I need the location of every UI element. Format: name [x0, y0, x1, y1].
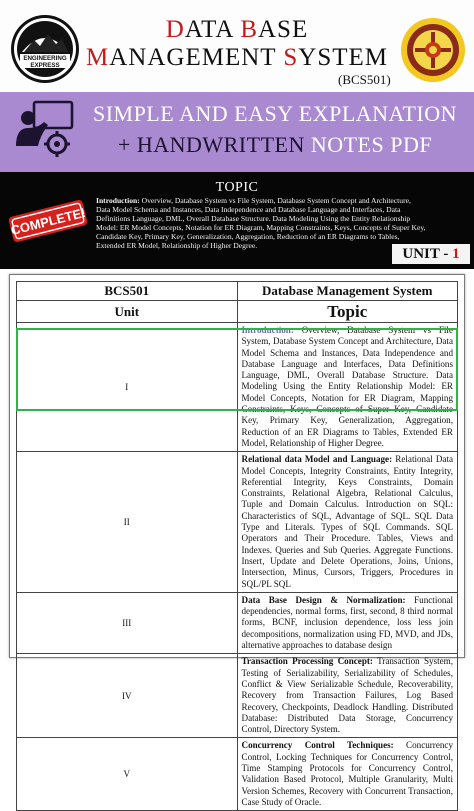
course-code-text: BCS501 — [104, 283, 150, 298]
topic-cell — [237, 592, 458, 653]
banner-headline: SIMPLE AND EASY EXPLANATION — [92, 101, 458, 126]
unit-number-cell: I — [17, 323, 238, 452]
course-code: (BCS501) — [338, 72, 391, 87]
topic-label: Introduction: — [241, 325, 294, 335]
logo-text-line2: EXPRESS — [30, 62, 60, 69]
topic-text: Transaction System, Testing of Serializability, Serializability of Schedules, Conflict & View Serializable Schedule, Recoverability, Recovery from Transaction Failures, Log Based Recovery, Checkpoints, Deadlock Handling. Distributed Database: Distributed Data Storage, Concurrency Control, Directory System. — [241, 656, 453, 735]
unit-number: 1 — [452, 246, 460, 262]
topic-cell — [237, 738, 458, 811]
title-segment: D — [165, 16, 185, 43]
topic-text: Overview, Database System vs File System, Database System Concept and Architecture, Data Model Schema and Instances, Data Independence and Database Language and Interfaces, Data Definitions Language, DML, Overall Database Structure. Data Modeling Using the Entity Relationship Model: ER Model Concepts, Notation for ER Diagram, Mapping Constraints, Keys, Concepts of Super Key, Candidate Key, Primary Key, Generalization, Aggregation, Reduction of an ER Diagrams to Tables, Extended ER Model, Relationship of Higher Degree. — [241, 325, 453, 448]
title-segment: ASE — [258, 16, 309, 43]
topic-cell — [237, 452, 458, 593]
topic-text: Functional dependencies, normal forms, first, second, 8 third normal forms, BCNF, inclusion dependence, loss less join decompositions, normalization using FD, MVD, and JDs, alternative approaches to database design — [241, 594, 453, 651]
table-row — [17, 592, 458, 653]
unit-number-cell: IV — [17, 654, 238, 738]
logo-text-line1: ENGINEERING — [23, 55, 67, 62]
table-row — [17, 323, 458, 452]
banner-plus-handwritten: + HANDWRITTEN — [117, 132, 311, 157]
topic-cell — [237, 323, 458, 452]
title-segment: M — [86, 44, 110, 71]
unit-badge — [392, 244, 470, 264]
banner-notes-pdf: NOTES PDF — [310, 132, 433, 157]
stamp-text: COMPLETE! — [9, 204, 88, 239]
title-segment: S — [283, 44, 299, 71]
topic-text: Relational Data Model Concepts, Integrity Constraints, Entity Integrity, Referential Integrity, Keys Constraints, Domain Constraints, Relational Algebra, Relational Calculus, Tuple and Domain Calculus. Introduction on SQL: Characteristics of SQL, Advantage of SQL. SQL Data Type and Literals. Types of SQL Commands. SQL Operators and Their Procedure. Tables, Views and Indexes. Queries and Sub Queries. Aggregate Functions. Insert, Update and Delete Operations, Joins, Unions, Intersection, Minus, Cursors, Triggers, Procedures in SQL/PL SQL — [241, 454, 454, 589]
subject-name-text: Database Management System — [262, 283, 433, 298]
topic-band — [0, 172, 474, 269]
topic-column-header: Topic — [237, 301, 458, 323]
unit-number-cell: II — [17, 452, 238, 593]
header — [0, 0, 474, 92]
topic-label: Data Base Design & Normalization: — [241, 594, 406, 605]
unit-number-cell: V — [17, 738, 238, 811]
title-segment: ATA — [184, 16, 241, 43]
title-segment: B — [240, 16, 258, 43]
topic-label: Relational data Model and Language: — [241, 454, 393, 465]
explanation-banner — [0, 92, 474, 172]
syllabus-table — [16, 281, 458, 811]
title-segment: ANAGEMENT — [109, 44, 284, 71]
topic-intro-text: Overview, Database System vs File System, Database System Concept and Architecture, Data Model Schema and Instances, Data Independence and Database Language and Interfaces, Data Definitions Language, DML, Overall Database Structure. Data Modeling Using the Entity Relationship Model: ER Model Concepts, Notation for ER Diagram, Mapping Constraints, Keys, Concepts of Super Key, Candidate Key, Primary Key, Generalization, Aggregation, Reduction of an ER Diagrams to Tables, Extended ER Model, Relationship of Higher Degree. — [96, 196, 426, 250]
complete-stamp — [4, 198, 92, 244]
title-segment: YSTEM — [298, 44, 388, 71]
topic-text: Concurrency Control, Locking Techniques for Concurrency Control, Time Stamping Protocols for Concurrency Control, Validation Based Protocol, Multiple Granularity, Multi Version Schemes, Recovery with Concurrent Transaction, Case Study of Oracle. — [241, 740, 453, 807]
banner-subheadline — [80, 132, 470, 158]
unit-word: UNIT - — [402, 246, 453, 262]
table-row — [17, 654, 458, 738]
subject-name-cell — [237, 282, 458, 301]
topic-label: Concurrency Control Techniques: — [241, 740, 394, 751]
topic-cell — [237, 654, 458, 738]
table-row — [17, 452, 458, 593]
table-title-row — [17, 282, 458, 301]
teacher-presentation-icon — [14, 98, 76, 160]
topic-intro-label: Introduction: — [96, 196, 140, 205]
unit-number-cell: III — [17, 592, 238, 653]
course-code-cell — [17, 282, 238, 301]
unit-column-header: Unit — [17, 301, 238, 323]
university-seal-icon — [400, 17, 466, 83]
table-header-row — [17, 301, 458, 323]
topic-summary — [96, 197, 426, 250]
syllabus-card — [9, 274, 465, 807]
topic-label: Transaction Processing Concept: — [241, 656, 373, 667]
table-row — [17, 738, 458, 811]
topic-heading: TOPIC — [215, 180, 259, 195]
